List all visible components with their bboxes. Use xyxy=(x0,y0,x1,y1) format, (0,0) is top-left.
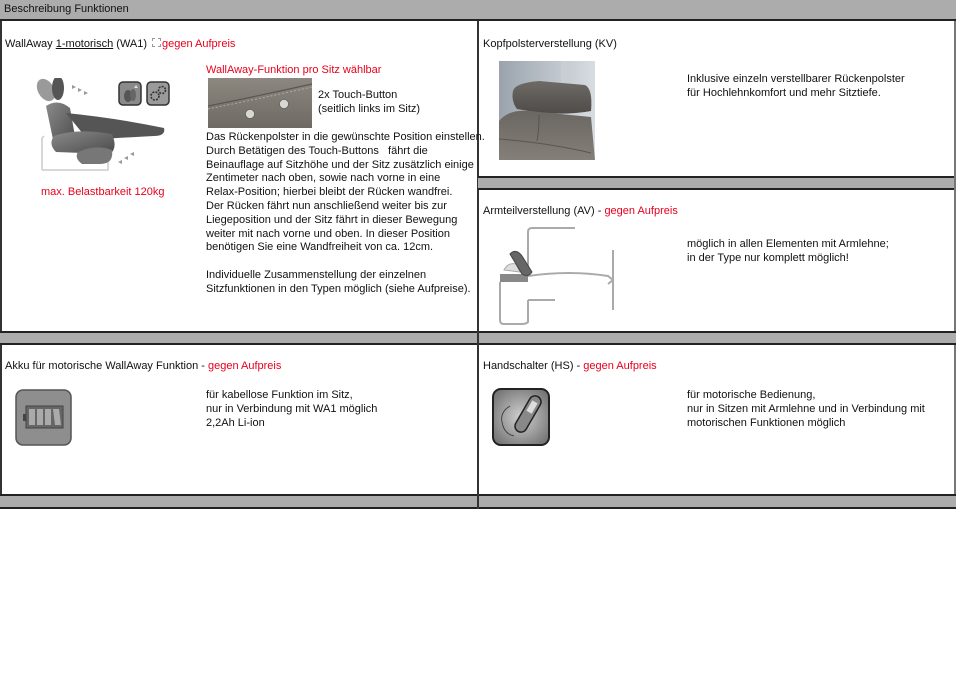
row-separator-band xyxy=(478,176,954,190)
kopfpolster-desc-line: Inklusive einzeln verstellbarer Rückenpolster xyxy=(687,73,905,85)
description-line: Das Rückenpolster in die gewünschte Position einstellen. xyxy=(206,131,485,143)
description-line: benötigen Sie eine Wandfreiheit von ca. 12cm. xyxy=(206,241,434,254)
touch-button-line2: (seitlich links im Sitz) xyxy=(318,103,421,115)
description-line: Zentimeter nach oben, sowie nach vorne in eine xyxy=(206,172,441,185)
column-divider xyxy=(477,331,479,509)
description-line: Individuelle Zusammenstellung der einzelnen xyxy=(206,268,427,281)
armrest-adjust-icon xyxy=(490,220,620,325)
max-load-label: max. Belastbarkeit 120kg xyxy=(41,186,165,198)
description-line: Relax-Position; hierbei bleibt der Rücken wandfrei. xyxy=(206,186,453,199)
wallaway-price-note: gegen Aufpreis xyxy=(162,38,236,50)
kopfpolster-title: Kopfpolsterverstellung (KV) xyxy=(483,38,617,50)
description-line: Beinauflage auf Sitzhöhe und der Sitz zusätzlich einige xyxy=(206,158,474,171)
motor-adjust-icon[interactable] xyxy=(118,81,142,106)
handschalter-desc-line: motorischen Funktionen möglich xyxy=(687,417,846,429)
gears-icon[interactable] xyxy=(146,81,170,106)
description-line: Der Rücken fährt nun anschließend weiter bis zur xyxy=(206,199,447,212)
wallaway-description xyxy=(206,131,485,297)
section-header-title: Beschreibung Funktionen xyxy=(4,3,129,15)
section-header xyxy=(0,0,956,21)
akku-desc-line: 2,2Ah Li-ion xyxy=(206,417,265,429)
broken-image-icon xyxy=(152,38,161,47)
armteil-title: Armteilverstellung (AV) - gegen Aufpreis xyxy=(483,205,678,217)
armteil-desc-line: möglich in allen Elementen mit Armlehne; xyxy=(687,238,889,250)
akku-desc-line: für kabellose Funktion im Sitz, xyxy=(206,389,353,401)
touch-button-line1: 2x Touch-Button xyxy=(318,89,398,101)
headrest-photo xyxy=(499,61,595,160)
wallaway-subtitle: WallAway-Funktion pro Sitz wählbar xyxy=(206,64,382,76)
handschalter-desc-line: nur in Sitzen mit Armlehne und in Verbindung mit xyxy=(687,403,925,415)
touch-button-photo xyxy=(208,78,312,128)
description-line xyxy=(206,255,485,269)
frame-left-border xyxy=(0,21,2,509)
kopfpolster-desc-line: für Hochlehnkomfort und mehr Sitztiefe. xyxy=(687,87,881,99)
description-line: Sitzfunktionen in den Typen möglich (siehe Aufpreise). xyxy=(206,282,471,295)
wallaway-title: WallAway 1-motorisch (WA1) xyxy=(5,38,148,50)
description-line: Liegeposition und der Sitz fährt in dieser Bewegung xyxy=(206,213,458,226)
handschalter-desc-line: für motorische Bedienung, xyxy=(687,389,816,401)
armteil-desc-line: in der Type nur komplett möglich! xyxy=(687,252,849,264)
akku-title: Akku für motorische WallAway Funktion - gegen Aufpreis xyxy=(5,360,282,372)
description-line: weiter mit nach vorne und oben. In dieser Position xyxy=(206,227,450,240)
akku-desc-line: nur in Verbindung mit WA1 möglich xyxy=(206,403,378,415)
battery-icon xyxy=(15,389,72,446)
description-line: Durch Betätigen des Touch-Buttons fährt die xyxy=(206,144,428,157)
handschalter-title: Handschalter (HS) - gegen Aufpreis xyxy=(483,360,657,372)
hand-switch-icon xyxy=(492,388,550,446)
